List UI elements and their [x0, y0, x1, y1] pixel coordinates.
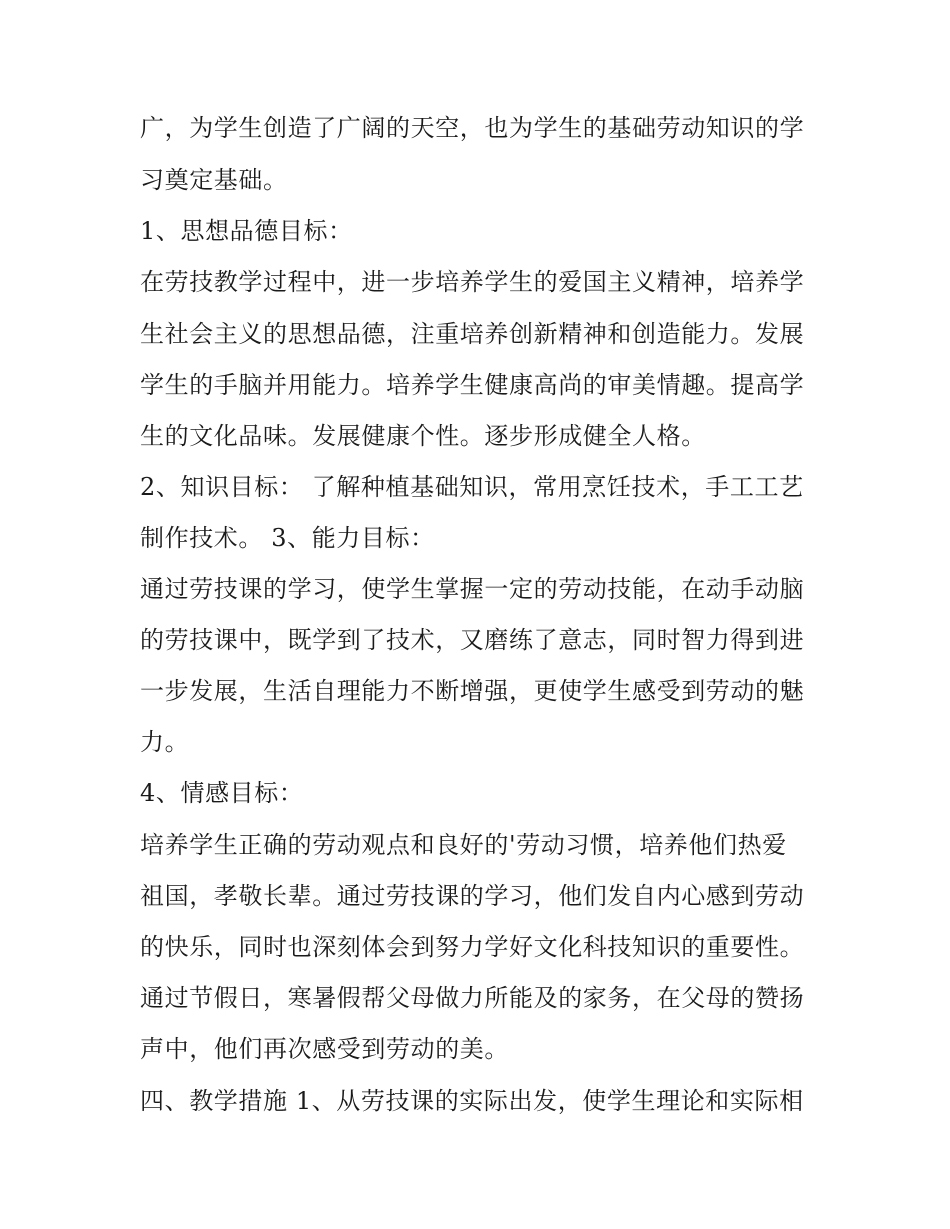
text-line: 声中，他们再次感受到劳动的美。: [140, 1035, 509, 1063]
section-heading: 1、思想品德目标：: [140, 217, 353, 245]
text-line: 在劳技教学过程中，进一步培养学生的爱国主义精神，培养学: [140, 268, 805, 296]
text-line: 祖国，孝敬长辈。通过劳技课的学习，他们发自内心感到劳动: [140, 882, 805, 910]
text-line: 通过节假日，寒暑假帮父母做力所能及的家务，在父母的赞扬: [140, 984, 805, 1012]
text-line: 的快乐，同时也深刻体会到努力学好文化科技知识的重要性。: [140, 933, 805, 961]
text-line: 学生的手脑并用能力。培养学生健康高尚的审美情趣。提高学: [140, 371, 805, 399]
text-line: 力。: [140, 728, 190, 756]
text-line: 制作技术。 3、能力目标：: [140, 524, 435, 552]
section-heading: 4、情感目标：: [140, 779, 304, 807]
text-line: 培养学生正确的劳动观点和良好的'劳动习惯，培养他们热爱: [140, 831, 787, 859]
text-line: 的劳技课中，既学到了技术，又磨练了意志，同时智力得到进: [140, 626, 805, 654]
text-line: 生社会主义的思想品德，注重培养创新精神和创造能力。发展: [140, 320, 805, 348]
section-heading: 2、知识目标： 了解种植基础知识，常用烹饪技术，手工工艺: [140, 473, 804, 501]
text-line: 一步发展，生活自理能力不断增强，更使学生感受到劳动的魅: [140, 677, 805, 705]
text-line: 广，为学生创造了广阔的天空，也为学生的基础劳动知识的学: [140, 114, 805, 142]
section-heading: 四、教学措施 1、从劳技课的实际出发，使学生理论和实际相: [140, 1087, 804, 1115]
text-line: 习奠定基础。: [140, 166, 288, 194]
text-line: 生的文化品味。发展健康个性。逐步形成健全人格。: [140, 422, 706, 450]
text-line: 通过劳技课的学习，使学生掌握一定的劳动技能，在动手动脑: [140, 575, 805, 603]
